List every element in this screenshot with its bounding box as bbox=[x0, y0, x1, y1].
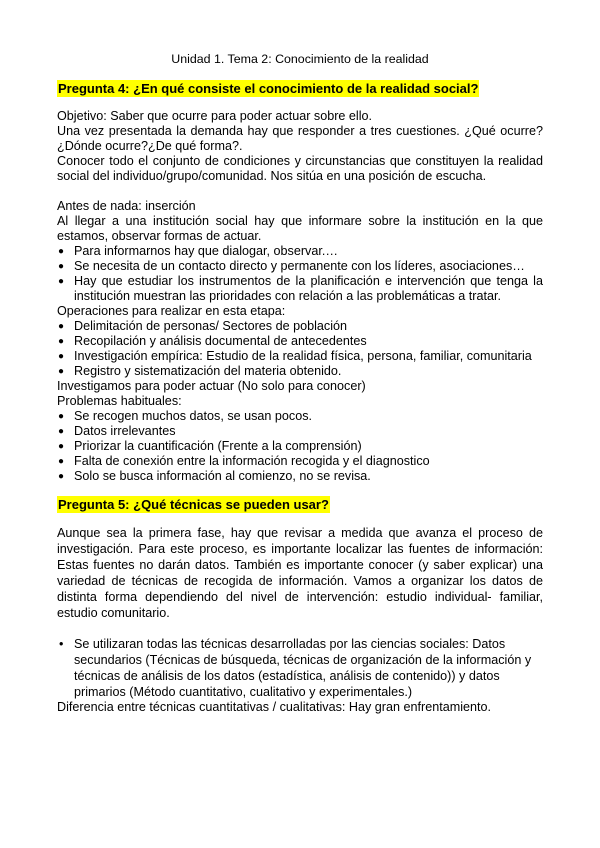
list-item: ● Hay que estudiar los instrumentos de la planificación e intervención que tenga la institución muestran las prioridades con relación a las problemáticas a tratar. bbox=[57, 274, 543, 304]
page-header: Unidad 1. Tema 2: Conocimiento de la realidad bbox=[171, 52, 429, 66]
antes-paragraph: Antes de nada: inserción bbox=[57, 199, 196, 213]
list-item: ● Datos irrelevantes bbox=[57, 424, 543, 439]
list-item: ● Delimitación de personas/ Sectores de población bbox=[57, 319, 543, 334]
diferencia-paragraph: Diferencia entre técnicas cuantitativas / cualitativas: Hay gran enfrentamiento. bbox=[57, 700, 492, 714]
operaciones-heading: Operaciones para realizar en esta etapa: bbox=[57, 304, 286, 318]
spacer bbox=[57, 184, 543, 199]
tecnicas-list bbox=[57, 636, 543, 700]
conocer-paragraph: Conocer todo el conjunto de condiciones y circunstancias que constituyen la realidad social del individuo/grupo/comunidad. Nos sitúa en una posición de escucha. bbox=[57, 154, 543, 183]
investigamos-paragraph: Investigamos para poder actuar (No solo para conocer) bbox=[57, 379, 366, 393]
list-item: ● Falta de conexión entre la información recogida y el diagnostico bbox=[57, 454, 543, 469]
problemas-list bbox=[57, 409, 543, 484]
list-item: ● Se recogen muchos datos, se usan pocos. bbox=[57, 409, 543, 424]
spacer bbox=[57, 621, 543, 636]
list-item: ● Priorizar la cuantificación (Frente a la comprensión) bbox=[57, 439, 543, 454]
demanda-paragraph: Una vez presentada la demanda hay que responder a tres cuestiones. ¿Qué ocurre? ¿Dónde ocurre?¿De qué forma?. bbox=[57, 124, 543, 153]
aunque-paragraph: Aunque sea la primera fase, hay que revisar a medida que avanza el proceso de investigación. Para este proceso, es importante localizar las fuentes de información: Estas fuentes no darán datos. También es importante conocer (y saber explicar) una variedad de técnicas de recogida de información. Vamos a organizar los datos de distinta forma dependiendo del nivel de intervención: estudio individual- familiar, estudio comunitario. bbox=[57, 526, 543, 620]
insercion-list bbox=[57, 244, 543, 304]
list-item: ● Solo se busca información al comienzo, no se revisa. bbox=[57, 469, 543, 484]
llegar-paragraph: Al llegar a una institución social hay que informare sobre la institución en la que estamos, observar formas de actuar. bbox=[57, 214, 543, 243]
list-item: ● Para informarnos hay que dialogar, observar.… bbox=[57, 244, 543, 259]
list-item: ● Recopilación y análisis documental de antecedentes bbox=[57, 334, 543, 349]
objetivo-paragraph: Objetivo: Saber que ocurre para poder actuar sobre ello. bbox=[57, 109, 373, 123]
operaciones-list bbox=[57, 319, 543, 379]
list-item: • Se utilizaran todas las técnicas desarrolladas por las ciencias sociales: Datos secundarios (Técnicas de búsqueda, técnicas de organización de la información y técnicas de análisis de los datos (estadística, análisis de contenido)) y datos primarios (Método cuantitativo, cualitativo y experimentales.) bbox=[57, 636, 543, 700]
list-item: ● Investigación empírica: Estudio de la realidad física, persona, familiar, comunitaria bbox=[57, 349, 543, 364]
list-item: ● Se necesita de un contacto directo y permanente con los líderes, asociaciones… bbox=[57, 259, 543, 274]
document-body bbox=[57, 80, 543, 715]
question-5-title: Pregunta 5: ¿Qué técnicas se pueden usar? bbox=[58, 497, 329, 512]
list-item: ● Registro y sistematización del materia obtenido. bbox=[57, 364, 543, 379]
question-4-title: Pregunta 4: ¿En qué consiste el conocimiento de la realidad social? bbox=[58, 81, 479, 96]
problemas-heading: Problemas habituales: bbox=[57, 394, 182, 408]
